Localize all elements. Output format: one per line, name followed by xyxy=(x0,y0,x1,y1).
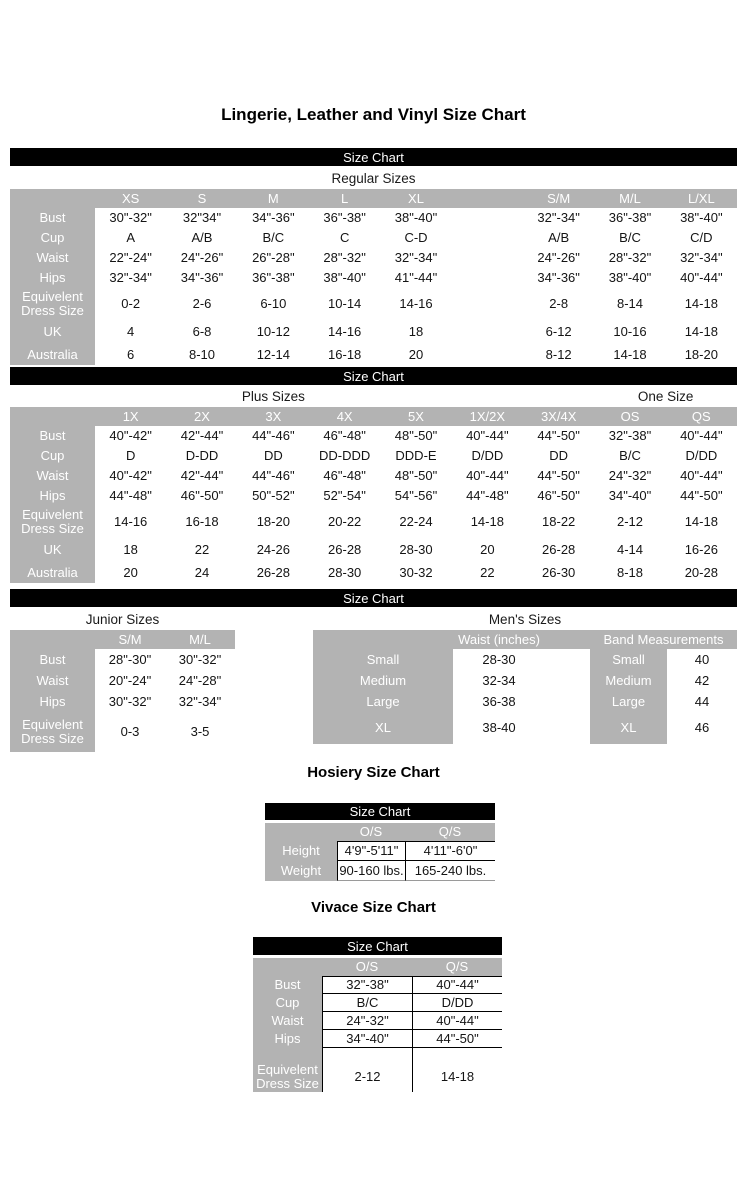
row-label: UK xyxy=(10,538,95,562)
size-value: 32"-34" xyxy=(394,250,438,265)
size-value: 22-24 xyxy=(399,514,433,529)
size-value: 24"-32" xyxy=(608,468,652,483)
size-value: 4-14 xyxy=(616,542,643,557)
size-value: 24"-32" xyxy=(322,1012,412,1030)
size-value: D/DD xyxy=(685,448,718,463)
table-row xyxy=(265,861,495,881)
column-header: QS xyxy=(666,407,737,426)
empty-cell xyxy=(452,248,523,268)
size-value: 38"-40" xyxy=(394,210,438,225)
size-value: 14-16 xyxy=(399,296,433,311)
table-row xyxy=(10,344,737,365)
row-label: Waist xyxy=(10,466,95,486)
spacer xyxy=(322,1048,412,1062)
size-value: 18 xyxy=(123,542,138,557)
table-row xyxy=(10,426,737,446)
size-chart-bar-label: Size Chart xyxy=(349,804,411,819)
column-header: M/L xyxy=(165,630,235,649)
size-value: 22 xyxy=(480,564,495,580)
row-label: Medium xyxy=(313,670,453,691)
corner-cell xyxy=(313,630,453,649)
size-value: 6-12 xyxy=(545,324,572,339)
size-chart-bar xyxy=(10,367,737,385)
size-value: 0-3 xyxy=(120,724,140,739)
size-value: 30"-32" xyxy=(178,651,222,667)
column-header: XL xyxy=(380,189,451,208)
size-value: 24-26 xyxy=(256,542,290,557)
table-row xyxy=(253,1048,502,1062)
size-value: 14-18 xyxy=(470,514,504,529)
size-value: 44"-48" xyxy=(109,488,152,503)
size-value: 38"-40" xyxy=(608,270,652,285)
column-header: Q/S xyxy=(405,823,495,841)
empty-cell xyxy=(452,208,523,228)
size-value: 40"-44" xyxy=(680,468,723,483)
size-value: 32"34" xyxy=(182,210,222,225)
row-label: Bust xyxy=(253,976,322,994)
row-label: Equivelent Dress Size xyxy=(10,712,95,752)
size-value: 32"-34" xyxy=(109,270,152,285)
table-row xyxy=(10,288,737,320)
size-value: 6-8 xyxy=(192,324,212,339)
size-value: C/D xyxy=(690,230,713,245)
size-value: 36"-38" xyxy=(323,210,366,225)
size-chart-bar-label: Size Chart xyxy=(347,938,408,954)
size-value: 14-18 xyxy=(684,296,718,311)
size-value: 4'9"-5'11" xyxy=(337,841,405,861)
size-value: 32"-34" xyxy=(537,210,580,225)
row-label: Waist xyxy=(10,670,95,691)
table-row xyxy=(265,841,495,861)
size-value: 52"-54" xyxy=(323,488,366,503)
row-label-spacer xyxy=(253,1048,322,1062)
table-row xyxy=(10,649,235,670)
size-value: 24 xyxy=(194,564,210,580)
empty-cell xyxy=(452,288,523,320)
hosiery-title: Hosiery Size Chart xyxy=(307,764,440,781)
size-value: B/C xyxy=(619,230,641,245)
size-value: 40"-42" xyxy=(109,428,152,443)
size-value: 30"-32" xyxy=(109,210,152,225)
column-header: 1X xyxy=(95,407,166,426)
row-label: Hips xyxy=(10,691,95,712)
table-row xyxy=(10,208,737,228)
row-label: Small xyxy=(313,649,453,670)
size-value: 32-34 xyxy=(482,672,516,688)
row-label: Equivelent Dress Size xyxy=(10,506,95,538)
column-header: 2X xyxy=(166,407,237,426)
size-value: 46 xyxy=(694,720,710,735)
size-value: 34"-36" xyxy=(252,210,295,225)
table-row xyxy=(10,248,737,268)
size-value: 10-14 xyxy=(328,296,362,311)
plus-sizes-header-row xyxy=(10,387,737,405)
size-value: 16-18 xyxy=(328,346,362,362)
table-row xyxy=(10,538,737,562)
size-value: 16-18 xyxy=(185,514,219,529)
size-value: 36"-38" xyxy=(608,210,652,225)
size-value: 38"-40" xyxy=(680,210,723,225)
size-value: 26-28 xyxy=(328,542,362,557)
row-label: Bust xyxy=(10,649,95,670)
size-value: C xyxy=(339,230,350,245)
table-row xyxy=(253,1030,502,1048)
size-value: 2-8 xyxy=(549,296,569,311)
size-value: 40 xyxy=(694,651,710,667)
junior-sizes-label: Junior Sizes xyxy=(85,611,160,627)
size-value: 2-6 xyxy=(192,296,212,311)
table-row xyxy=(10,670,235,691)
table-row xyxy=(313,712,737,744)
size-value: 6-10 xyxy=(260,296,287,311)
size-value: 22 xyxy=(194,542,210,557)
table-row xyxy=(313,691,737,712)
size-value: 18 xyxy=(408,324,424,339)
hosiery-table xyxy=(265,803,495,881)
row-label: Cup xyxy=(10,228,95,248)
size-value: 26"-28" xyxy=(252,250,295,265)
size-value: 46"-50" xyxy=(180,488,224,503)
row-label: Small xyxy=(590,649,667,670)
size-value: 44"-50" xyxy=(680,488,723,503)
table-row xyxy=(313,670,737,691)
size-value: 50"-52" xyxy=(252,488,295,503)
size-value: 34"-40" xyxy=(322,1030,412,1048)
size-value: 3-5 xyxy=(190,724,210,739)
size-value: 4'11"-6'0" xyxy=(405,841,495,861)
row-label: Bust xyxy=(10,208,95,228)
row-label: Waist xyxy=(10,248,95,268)
junior-mens-tables xyxy=(10,630,737,752)
column-header: L xyxy=(309,189,380,208)
table-row xyxy=(10,630,235,649)
row-label: Bust xyxy=(10,426,95,446)
size-value: 14-18 xyxy=(613,346,647,362)
column-header: OS xyxy=(594,407,665,426)
size-value: 14-18 xyxy=(684,324,718,339)
size-value: 8-14 xyxy=(616,296,643,311)
size-value: 8-18 xyxy=(616,564,643,580)
size-value: 40"-44" xyxy=(412,976,502,994)
size-value: 44"-46" xyxy=(252,428,295,443)
row-label: Weight xyxy=(265,861,337,881)
spacer xyxy=(412,1048,502,1062)
size-value: 24"-28" xyxy=(178,672,222,688)
table-row xyxy=(10,486,737,506)
plus-sizes-table xyxy=(10,407,737,583)
column-header xyxy=(452,189,523,208)
plus-sizes-label: Plus Sizes xyxy=(241,388,305,404)
size-value: B/C xyxy=(262,230,285,245)
page-title: Lingerie, Leather and Vinyl Size Chart xyxy=(221,105,526,124)
size-value: 40"-44" xyxy=(466,428,509,443)
size-value: 36"-38" xyxy=(252,270,295,285)
regular-sizes-label: Regular Sizes xyxy=(331,170,416,186)
size-value: A/B xyxy=(548,230,570,245)
row-label: Large xyxy=(313,691,453,712)
corner-cell xyxy=(10,189,95,208)
size-value: 30"-32" xyxy=(108,693,152,709)
size-value: 42"-44" xyxy=(180,428,224,443)
row-label: Large xyxy=(590,691,667,712)
one-size-label: One Size xyxy=(637,388,694,404)
junior-sizes-table xyxy=(10,630,235,752)
size-value: 18-20 xyxy=(684,346,718,362)
size-value: 44"-50" xyxy=(412,1030,502,1048)
empty-cell xyxy=(452,268,523,288)
size-value: 20 xyxy=(123,564,138,580)
size-value: 2-12 xyxy=(616,514,643,529)
size-value: 26-28 xyxy=(256,564,290,580)
size-value: 34"-40" xyxy=(608,488,652,503)
spacer xyxy=(235,610,313,628)
size-value: 24"-26" xyxy=(537,250,580,265)
size-value: 22"-24" xyxy=(109,250,152,265)
size-value: 40"-44" xyxy=(680,270,723,285)
vivace-title: Vivace Size Chart xyxy=(311,899,436,916)
column-header: L/XL xyxy=(666,189,737,208)
column-header: Band Measurements xyxy=(590,630,737,649)
size-value: 24"-26" xyxy=(180,250,224,265)
table-row xyxy=(253,994,502,1012)
size-value: 38-40 xyxy=(482,720,516,735)
size-value: 42"-44" xyxy=(180,468,224,483)
vivace-table xyxy=(253,937,502,1092)
size-value: 54"-56" xyxy=(394,488,438,503)
size-value: 20-22 xyxy=(328,514,362,529)
size-value: 26-28 xyxy=(542,542,576,557)
size-value: 10-12 xyxy=(256,324,290,339)
column-header: Q/S xyxy=(412,958,502,976)
size-value: 14-18 xyxy=(412,1062,502,1092)
row-label: Cup xyxy=(253,994,322,1012)
size-value: 26-30 xyxy=(542,564,576,580)
size-value: 20 xyxy=(408,346,424,362)
size-value: A xyxy=(126,230,135,245)
size-value: 44 xyxy=(694,693,710,709)
row-label: Hips xyxy=(10,486,95,506)
size-value: 2-12 xyxy=(322,1062,412,1092)
table-row xyxy=(10,466,737,486)
size-value: 42 xyxy=(694,672,710,688)
size-value: 46"-48" xyxy=(323,468,366,483)
row-label: UK xyxy=(10,320,95,344)
size-value: D xyxy=(125,448,136,463)
row-label: Hips xyxy=(10,268,95,288)
column-header: M/L xyxy=(594,189,665,208)
size-value: DD xyxy=(549,448,569,463)
size-value: 14-16 xyxy=(328,324,362,339)
size-value: 40"-44" xyxy=(412,1012,502,1030)
table-row xyxy=(10,407,737,426)
table-row xyxy=(253,1012,502,1030)
size-chart-bar-label: Size Chart xyxy=(343,149,404,165)
corner-cell xyxy=(10,407,95,426)
table-row xyxy=(10,712,235,752)
row-label: Cup xyxy=(10,446,95,466)
column-header: 3X/4X xyxy=(523,407,594,426)
row-label: Australia xyxy=(10,344,95,365)
size-chart-bar xyxy=(10,148,737,166)
spacer xyxy=(545,649,590,670)
table-row xyxy=(265,823,495,841)
table-row xyxy=(10,446,737,466)
size-value: 18-22 xyxy=(542,514,576,529)
table-row xyxy=(10,691,235,712)
corner-cell xyxy=(265,823,337,841)
mens-sizes-table xyxy=(313,630,737,744)
size-value: 4 xyxy=(127,324,135,339)
hosiery-table-grid xyxy=(265,823,495,881)
row-label: Medium xyxy=(590,670,667,691)
size-value: 90-160 lbs. xyxy=(337,861,405,881)
column-header: 3X xyxy=(238,407,309,426)
size-chart-bar xyxy=(253,937,502,955)
size-value: 32"-34" xyxy=(178,693,222,709)
size-value: B/C xyxy=(322,994,412,1012)
row-label: XL xyxy=(313,712,453,744)
spacer xyxy=(545,691,590,712)
row-label: XL xyxy=(590,712,667,744)
size-value: 32"-38" xyxy=(322,976,412,994)
size-chart-bar xyxy=(10,589,737,607)
size-value: 40"-44" xyxy=(466,468,509,483)
size-value: 30-32 xyxy=(399,564,433,580)
table-row xyxy=(253,976,502,994)
mens-sizes-label: Men's Sizes xyxy=(488,611,562,627)
size-value: 18-20 xyxy=(256,514,290,529)
table-row xyxy=(10,189,737,208)
size-value: 16-26 xyxy=(684,542,718,557)
column-header: S xyxy=(166,189,237,208)
table-row xyxy=(10,320,737,344)
table-row xyxy=(10,506,737,538)
column-header: 5X xyxy=(380,407,451,426)
regular-sizes-table xyxy=(10,189,737,365)
size-value: 8-12 xyxy=(545,346,572,362)
size-value: 44"-46" xyxy=(252,468,295,483)
size-value: 8-10 xyxy=(188,346,215,362)
size-value: B/C xyxy=(619,448,641,463)
size-value: 34"-36" xyxy=(537,270,580,285)
table-row xyxy=(313,649,737,670)
size-chart-bar-label: Size Chart xyxy=(343,368,404,384)
table-row xyxy=(10,228,737,248)
size-value: 48"-50" xyxy=(394,468,438,483)
size-value: 46"-48" xyxy=(323,428,366,443)
row-label: Equivelent Dress Size xyxy=(10,288,95,320)
size-value: 12-14 xyxy=(256,346,290,362)
size-value: 14-18 xyxy=(684,514,718,529)
row-label: Height xyxy=(265,841,337,861)
size-chart-page xyxy=(10,148,737,1092)
size-value: 6 xyxy=(127,346,135,362)
spacer xyxy=(545,670,590,691)
size-value: DD-DDD xyxy=(319,448,371,463)
size-value: 165-240 lbs. xyxy=(405,861,495,881)
size-value: 28"-32" xyxy=(608,250,652,265)
table-row xyxy=(10,562,737,583)
column-header: S/M xyxy=(523,189,594,208)
size-value: 34"-36" xyxy=(180,270,224,285)
size-value: 40"-42" xyxy=(109,468,152,483)
table-row xyxy=(253,1062,502,1092)
size-value: 44"-50" xyxy=(537,468,580,483)
size-value: DDD-E xyxy=(395,448,437,463)
size-value: 36-38 xyxy=(482,693,516,709)
column-header: Waist (inches) xyxy=(453,630,545,649)
size-value: 44"-48" xyxy=(466,488,509,503)
size-value: D/DD xyxy=(471,448,504,463)
size-chart-bar xyxy=(265,803,495,820)
column-header: S/M xyxy=(95,630,165,649)
empty-cell xyxy=(452,320,523,344)
size-value: 0-2 xyxy=(121,296,141,311)
size-value: 20 xyxy=(480,542,495,557)
size-value: 38"-40" xyxy=(323,270,366,285)
junior-mens-header-row xyxy=(10,610,737,628)
size-chart-bar-label: Size Chart xyxy=(343,590,404,606)
row-label: Australia xyxy=(10,562,95,583)
row-label: Equivelent Dress Size xyxy=(253,1062,322,1092)
size-value: 48"-50" xyxy=(394,428,438,443)
size-value: 40"-44" xyxy=(680,428,723,443)
column-header: M xyxy=(238,189,309,208)
size-value: 32"-38" xyxy=(608,428,652,443)
size-value: D-DD xyxy=(185,448,219,463)
size-value: 20"-24" xyxy=(108,672,152,688)
column-header: 4X xyxy=(309,407,380,426)
size-value: DD xyxy=(263,448,283,463)
corner-cell xyxy=(253,958,322,976)
size-value: 28"-30" xyxy=(108,651,152,667)
row-label: Hips xyxy=(253,1030,322,1048)
size-value: 32"-34" xyxy=(680,250,723,265)
column-header: 1X/2X xyxy=(452,407,523,426)
table-row xyxy=(313,630,737,649)
column-header: O/S xyxy=(322,958,412,976)
size-value: 46"-50" xyxy=(537,488,580,503)
size-value: 10-16 xyxy=(613,324,647,339)
size-value: 28-30 xyxy=(328,564,362,580)
size-value: 28-30 xyxy=(482,651,516,667)
row-label: Waist xyxy=(253,1012,322,1030)
empty-cell xyxy=(452,228,523,248)
table-row xyxy=(10,268,737,288)
corner-cell xyxy=(10,630,95,649)
column-header: XS xyxy=(95,189,166,208)
vivace-table-grid xyxy=(253,958,502,1092)
size-value: 28"-32" xyxy=(323,250,366,265)
size-value: 20-28 xyxy=(684,564,718,580)
column-header: O/S xyxy=(337,823,405,841)
size-value: 28-30 xyxy=(399,542,433,557)
column-header-spacer xyxy=(545,630,590,649)
size-value: D/DD xyxy=(412,994,502,1012)
empty-cell xyxy=(452,344,523,365)
size-value: C-D xyxy=(404,230,428,245)
size-value: 44"-50" xyxy=(537,428,580,443)
size-value: A/B xyxy=(191,230,213,245)
size-value: 41"-44" xyxy=(394,270,438,285)
spacer xyxy=(545,712,590,744)
table-row xyxy=(253,958,502,976)
size-value: 14-16 xyxy=(114,514,148,529)
